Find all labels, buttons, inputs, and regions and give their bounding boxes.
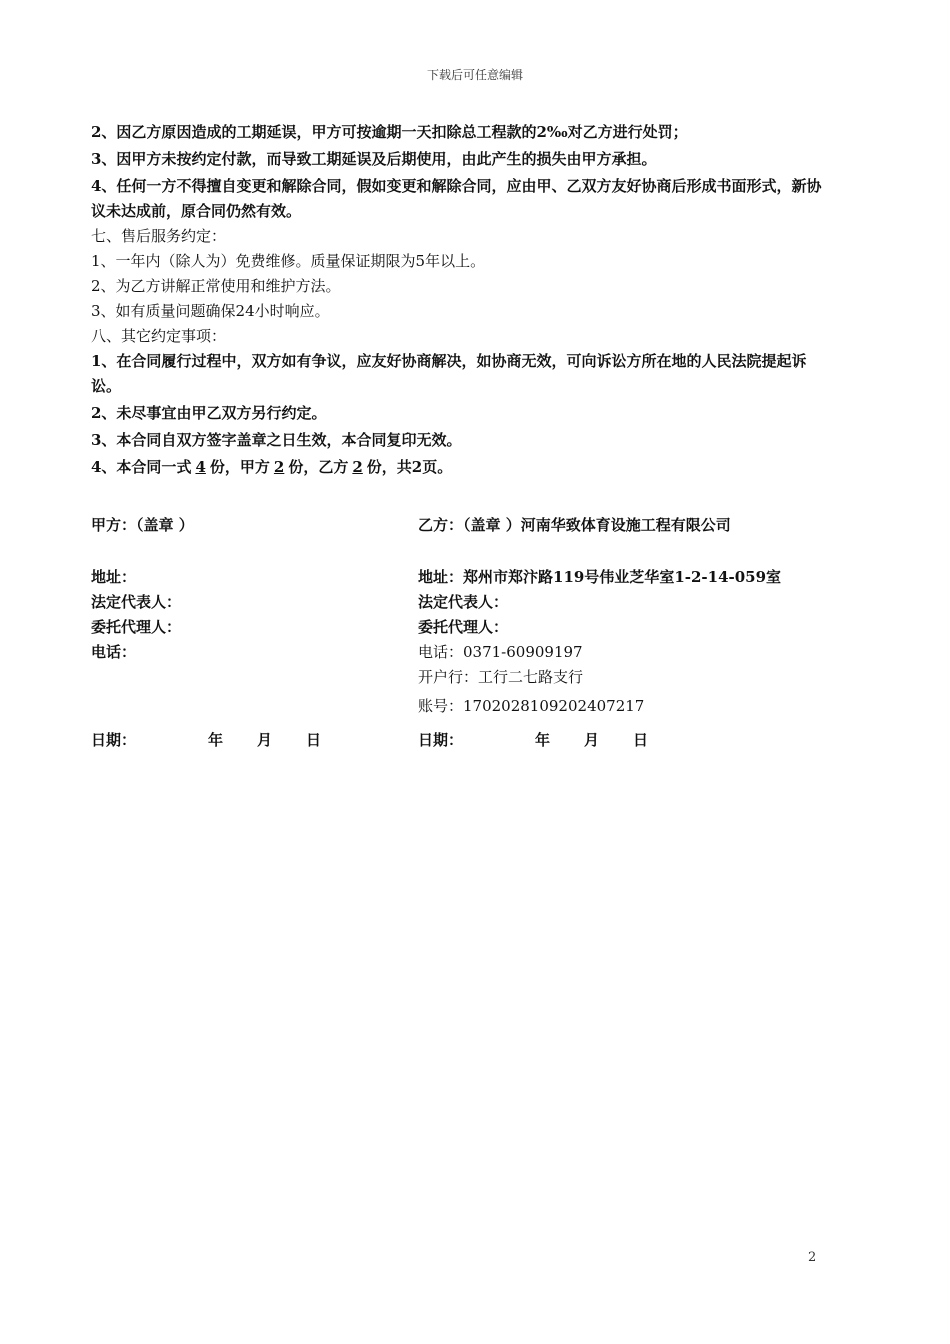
copies-part-b-label: 份，乙方: [288, 458, 349, 476]
party-a-date: [91, 729, 321, 750]
party-a-agent: 委托代理人：: [91, 618, 182, 636]
clause-payment-delay: 3、因甲方未按约定付款，而导致工期延误及后期使用，由此产生的损失由甲方承担。: [91, 150, 657, 168]
copies-part-b: 2: [352, 458, 363, 476]
after-sales-item-3: 3、如有质量问题确保24小时响应。: [91, 302, 330, 320]
other-item-copies: [91, 455, 831, 480]
party-b-agent: 委托代理人：: [418, 618, 509, 636]
party-b-legal-rep: 法定代表人：: [418, 593, 509, 611]
party-a-title: 甲方：（盖章 ）: [91, 516, 194, 534]
party-b-date-label: 日期：: [418, 731, 464, 749]
party-b-month: 月: [584, 731, 600, 749]
party-a-month: 月: [257, 731, 273, 749]
copies-suffix: 份，共2页。: [366, 458, 453, 476]
contract-clauses: [91, 120, 831, 480]
party-b-address: 地址：郑州市郑汴路119号伟业芝华室1-2-14-059室: [418, 568, 782, 586]
copies-total: 4: [195, 458, 206, 476]
clause-change-termination: 4、任何一方不得擅自变更和解除合同，假如变更和解除合同，应由甲、乙双方友好协商后形成书面形式，新协议未达成前，原合同仍然有效。: [91, 177, 822, 220]
party-b-account: 账号：1702028109202407217: [418, 697, 645, 715]
party-a-legal-rep: 法定代表人：: [91, 593, 182, 611]
copies-part-a-label: 份，甲方: [209, 458, 270, 476]
section-after-sales-heading: 七、售后服务约定：: [91, 227, 227, 245]
header-note: 下载后可任意编辑: [426, 68, 523, 82]
party-a-day: 日: [306, 731, 322, 749]
page-number: 2: [808, 1250, 817, 1265]
party-a-date-label: 日期：: [91, 731, 137, 749]
party-b-day: 日: [633, 731, 649, 749]
party-a-phone: 电话：: [91, 643, 137, 661]
party-a-address: 地址：: [91, 568, 137, 586]
party-b-year: 年: [535, 731, 551, 749]
party-b-date: [418, 729, 648, 750]
after-sales-item-2: 2、为乙方讲解正常使用和维护方法。: [91, 277, 341, 295]
other-item-dispute: 1、在合同履行过程中，双方如有争议，应友好协商解决，如协商无效，可向诉讼方所在地的人民法院提起诉讼。: [91, 352, 807, 395]
copies-prefix: 4、本合同一式: [91, 458, 192, 476]
party-b-title: 乙方：（盖章 ）河南华致体育设施工程有限公司: [418, 516, 731, 534]
other-item-unresolved: 2、未尽事宜由甲乙双方另行约定。: [91, 404, 327, 422]
party-b-phone: 电话：0371-60909197: [418, 643, 583, 661]
party-b-bank: 开户行：工行二七路支行: [418, 668, 584, 686]
clause-delay-penalty: 2、因乙方原因造成的工期延误，甲方可按逾期一天扣除总工程款的2‰对乙方进行处罚；: [91, 123, 688, 141]
after-sales-item-1: 1、一年内（除人为）免费维修。质量保证期限为5年以上。: [91, 252, 486, 270]
party-a-year: 年: [208, 731, 224, 749]
section-other-heading: 八、其它约定事项：: [91, 327, 227, 345]
other-item-effective: 3、本合同自双方签字盖章之日生效，本合同复印无效。: [91, 431, 462, 449]
copies-part-a: 2: [273, 458, 285, 476]
